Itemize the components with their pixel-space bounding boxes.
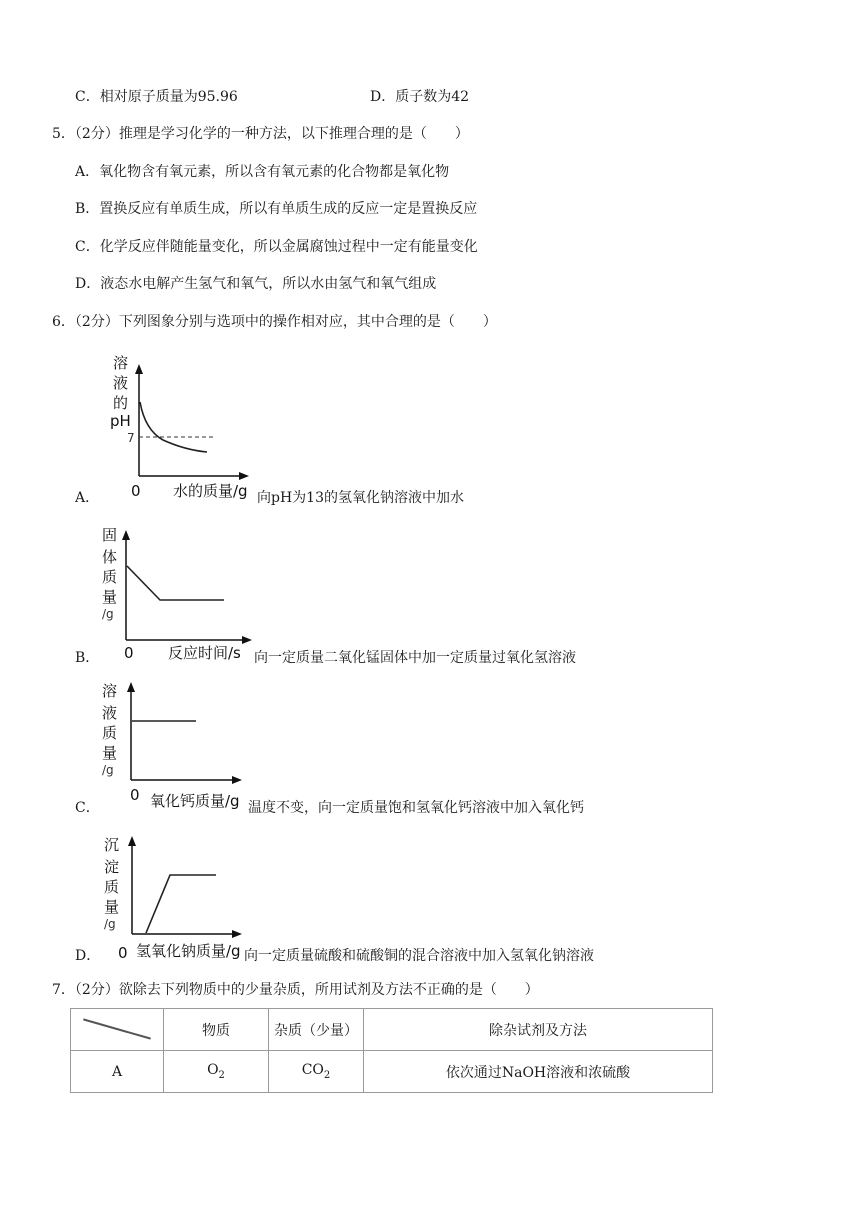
q5-stem: 5．（2分）推理是学习化学的一种方法，以下推理合理的是（ ）	[52, 126, 469, 142]
q6-d-ylabel-1: 沉	[104, 836, 120, 854]
q6-b-ylabel-2: 体	[102, 548, 118, 566]
table-row	[71, 1051, 713, 1093]
q6-c-ylabel-2: 液	[102, 704, 118, 722]
q6-d-caption: 向一定质量硫酸和硫酸铜的混合溶液中加入氢氧化钠溶液	[244, 948, 594, 964]
q6-d-letter: D．	[75, 948, 101, 964]
q6-a-origin: 0	[131, 482, 141, 500]
q6-d-ylabel-5: /g	[104, 917, 116, 931]
q5-option-b: B．置换反应有单质生成，所以有单质生成的反应一定是置换反应	[75, 201, 478, 217]
q5-option-a: A．氧化物含有氧元素，所以含有氧元素的化合物都是氧化物	[75, 164, 450, 180]
q7-table	[70, 1008, 713, 1093]
q6-b-origin: 0	[124, 644, 134, 662]
q5-option-d: D．液态水电解产生氢气和氧气，所以水由氢气和氧气组成	[75, 276, 437, 292]
q6-c-caption: 温度不变，向一定质量饱和氢氧化钙溶液中加入氧化钙	[248, 800, 584, 816]
q7-stem: 7．（2分）欲除去下列物质中的少量杂质，所用试剂及方法不正确的是（ ）	[52, 982, 539, 998]
q6-a-caption: 向pH为13的氢氧化钠溶液中加水	[257, 490, 464, 506]
q6-c-origin: 0	[130, 786, 140, 804]
q6-b-graph	[98, 520, 258, 668]
q6-a-letter: A．	[75, 490, 100, 506]
q5-option-c: C．化学反应伴随能量变化，所以金属腐蚀过程中一定有能量变化	[75, 239, 478, 255]
q6-c-graph	[98, 676, 248, 818]
q6-b-ylabel-3: 质	[102, 568, 118, 586]
row-label: A	[71, 1051, 164, 1093]
row-method: 依次通过NaOH溶液和浓硫酸	[364, 1051, 713, 1093]
q6-b-xlabel: 反应时间/s	[168, 644, 241, 662]
header-impurity: 杂质（少量）	[269, 1009, 364, 1051]
q6-a-xlabel: 水的质量/g	[173, 482, 248, 500]
q6-c-ylabel-5: /g	[102, 763, 114, 777]
q6-d-ylabel-4: 量	[104, 898, 120, 916]
q6-a-ylabel-2: 液	[113, 374, 129, 392]
q6-c-ylabel-4: 量	[102, 744, 118, 762]
table-header-row	[71, 1009, 713, 1051]
header-diagonal-cell	[71, 1009, 164, 1051]
q6-a-tick-7: 7	[127, 431, 135, 445]
q6-d-xlabel: 氢氧化钠质量/g	[136, 942, 241, 960]
q6-d-graph	[98, 830, 248, 968]
q6-b-letter: B．	[75, 650, 100, 666]
q6-b-ylabel-5: /g	[102, 607, 114, 621]
diagonal-line-icon	[82, 1024, 152, 1034]
q6-c-ylabel-1: 溶	[102, 682, 118, 700]
q6-b-ylabel-1: 固	[102, 526, 118, 544]
q6-b-ylabel-4: 量	[102, 588, 118, 606]
q6-stem: 6．（2分）下列图象分别与选项中的操作相对应，其中合理的是（ ）	[52, 314, 497, 330]
q6-c-xlabel: 氧化钙质量/g	[150, 792, 240, 810]
q6-a-ylabel-1: 溶	[113, 354, 129, 372]
q6-a-graph	[105, 350, 255, 502]
q6-d-origin: 0	[118, 944, 128, 962]
q6-a-ylabel-3: 的	[113, 394, 129, 412]
q6-b-caption: 向一定质量二氧化锰固体中加一定质量过氧化氢溶液	[254, 650, 576, 666]
q4-option-d: D．质子数为42	[370, 89, 470, 105]
q6-c-ylabel-3: 质	[102, 724, 118, 742]
row-substance: $O_2$	[164, 1051, 269, 1093]
q4-option-c: C．相对原子质量为95.96	[75, 89, 238, 105]
q6-d-ylabel-2: 淀	[104, 858, 120, 876]
q6-d-ylabel-3: 质	[104, 878, 120, 896]
header-method: 除杂试剂及方法	[364, 1009, 713, 1051]
header-substance: 物质	[164, 1009, 269, 1051]
q6-a-ylabel-4: pH	[110, 412, 131, 430]
row-impurity: $CO_2$	[269, 1051, 364, 1093]
q6-c-letter: C．	[75, 800, 100, 816]
